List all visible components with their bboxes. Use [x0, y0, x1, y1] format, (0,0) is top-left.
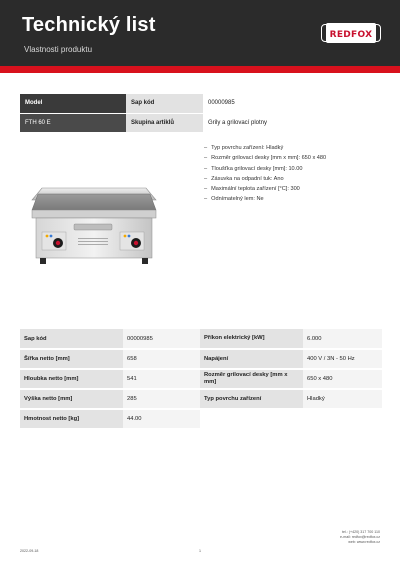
spec-empty [200, 409, 303, 429]
spec-value: 285 [123, 389, 200, 409]
spec-value: 541 [123, 369, 200, 389]
feature-item: – Maximální teplota zařízení [°C]: 300 [204, 184, 384, 194]
spec-value: 00000985 [123, 329, 200, 349]
specs-row [20, 349, 382, 369]
spec-label: Sap kód [20, 329, 123, 349]
spec-value: 650 x 480 [303, 369, 382, 389]
feature-item: – Tloušťka grilovací desky [mm]: 10.00 [204, 164, 384, 174]
spec-label: Příkon elektrický [kW] [200, 329, 303, 349]
spec-label: Výška netto [mm] [20, 389, 123, 409]
contact-web[interactable]: web: www.redfox.cz [348, 540, 380, 544]
spec-label: Hmotnost netto [kg] [20, 409, 123, 429]
header [0, 0, 400, 66]
contact-email[interactable]: e-mail: redfox@redfox.cz [340, 535, 380, 539]
feature-list [204, 143, 384, 205]
feature-item: – Zásuvka na odpadní tuk: Ano [204, 174, 384, 184]
summary-table [20, 94, 382, 133]
specs-table [20, 329, 382, 430]
spec-value: 6.000 [303, 329, 382, 349]
spec-value: 658 [123, 349, 200, 369]
contact-block [340, 530, 380, 545]
spec-value: Hladký [303, 389, 382, 409]
specs-row [20, 369, 382, 389]
feature-item: – Typ povrchu zařízení: Hladký [204, 143, 384, 153]
sap-value: 00000985 [203, 94, 382, 113]
page-number: 1 [199, 549, 201, 553]
summary-row [20, 113, 382, 132]
group-value: Grily a grilovací plotny [203, 113, 382, 132]
spec-value: 400 V / 3N - 50 Hz [303, 349, 382, 369]
footer-date: 2022-09-18 [20, 549, 39, 553]
model-label: Model [20, 94, 126, 113]
page-subtitle: Vlastnosti produktu [24, 45, 93, 54]
spec-value: 44.00 [123, 409, 200, 429]
brand-logo-plate [326, 23, 377, 43]
spec-label: Napájení [200, 349, 303, 369]
red-band [0, 66, 400, 73]
contact-phone: tel.: (+420) 317 700 110 [342, 530, 380, 534]
summary-row [20, 94, 382, 113]
group-label: Skupina artiklů [126, 113, 203, 132]
spec-label: Rozměr grilovací desky [mm x mm] [200, 369, 303, 389]
spec-label: Hloubka netto [mm] [20, 369, 123, 389]
spec-label: Typ povrchu zařízení [200, 389, 303, 409]
brand-logo [321, 24, 381, 42]
brand-logo-text: REDFOX [329, 30, 373, 40]
specs-row [20, 389, 382, 409]
model-value: FTH 60 E [20, 113, 126, 132]
sap-label: Sap kód [126, 94, 203, 113]
specs-row [20, 329, 382, 349]
spec-label: Šířka netto [mm] [20, 349, 123, 369]
specs-row [20, 409, 382, 429]
page-title: Technický list [22, 14, 156, 36]
feature-item: – Rozměr grilovací desky [mm x mm]: 650 x 480 [204, 153, 384, 163]
feature-item: – Odnímatelný lem: Ne [204, 194, 384, 204]
product-image [28, 180, 160, 280]
spec-empty [303, 409, 382, 429]
